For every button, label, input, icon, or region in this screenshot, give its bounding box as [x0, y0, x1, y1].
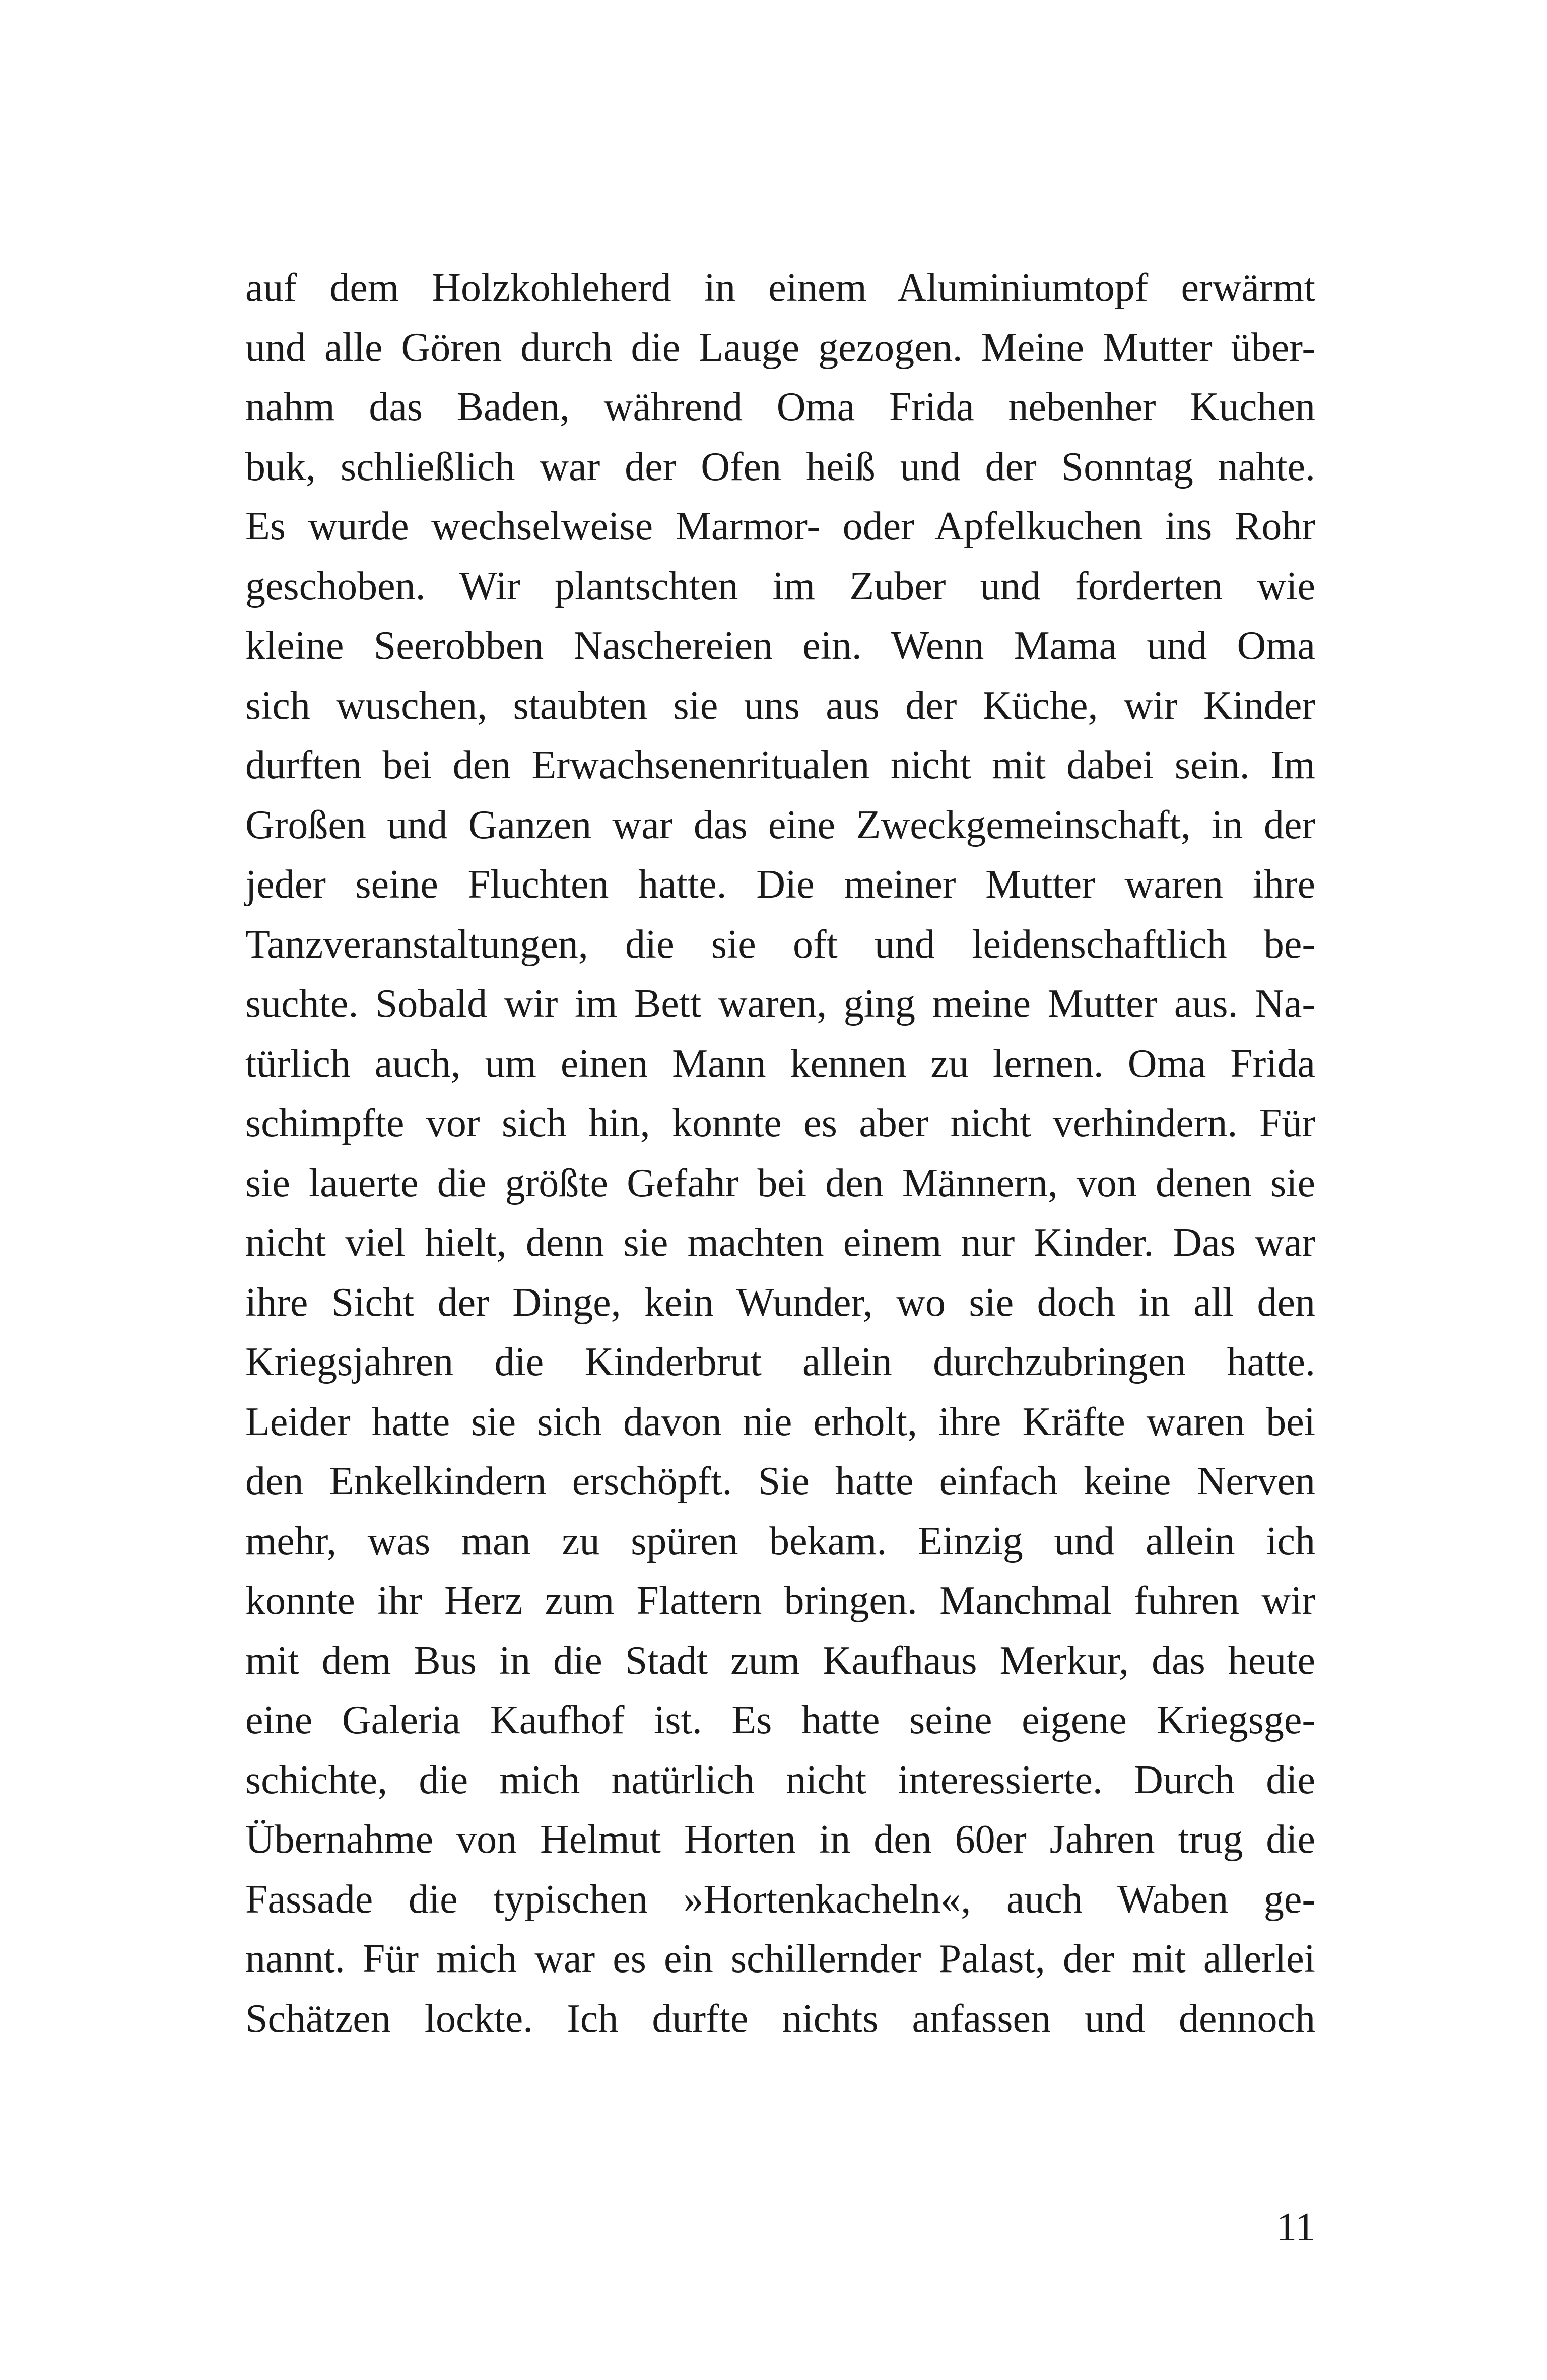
text-line: Kriegsjahren die Kinderbrut allein durchzubringen hatte.: [245, 1340, 1315, 1384]
text-line: buk, schließlich war der Ofen heiß und der Sonntag nahte.: [245, 444, 1315, 489]
text-line: nahm das Baden, während Oma Frida nebenher Kuchen: [245, 385, 1315, 429]
text-line: türlich auch, um einen Mann kennen zu lernen. Oma Frida: [245, 1041, 1315, 1086]
text-line: kleine Seerobben Naschereien ein. Wenn Mama und Oma: [245, 624, 1315, 668]
text-line: Leider hatte sie sich davon nie erholt, ihre Kräfte waren bei: [245, 1399, 1315, 1444]
text-line: geschoben. Wir plantschten im Zuber und forderten wie: [245, 564, 1315, 608]
text-line: mehr, was man zu spüren bekam. Einzig und allein ich: [245, 1519, 1315, 1563]
text-line: Fassade die typischen »Hortenkacheln«, auch Waben ge-: [245, 1877, 1315, 1922]
text-line: den Enkelkindern erschöpft. Sie hatte einfach keine Nerven: [245, 1459, 1315, 1504]
text-line: Schätzen lockte. Ich durfte nichts anfassen und dennoch: [245, 1996, 1315, 2041]
text-line: sich wuschen, staubten sie uns aus der Küche, wir Kinder: [245, 683, 1315, 728]
text-line: schichte, die mich natürlich nicht interessierte. Durch die: [245, 1757, 1315, 1802]
text-line: Tanzveranstaltungen, die sie oft und leidenschaftlich be-: [245, 922, 1315, 967]
text-line: und alle Gören durch die Lauge gezogen. Meine Mutter über-: [245, 325, 1315, 370]
text-line: Großen und Ganzen war das eine Zweckgemeinschaft, in der: [245, 802, 1315, 847]
page-number: 11: [1276, 2205, 1315, 2250]
text-line: schimpfte vor sich hin, konnte es aber nicht verhindern. Für: [245, 1101, 1315, 1145]
text-line: Es wurde wechselweise Marmor- oder Apfelkuchen ins Rohr: [245, 504, 1315, 549]
text-line: durften bei den Erwachsenenritualen nicht mit dabei sein. Im: [245, 743, 1315, 787]
text-line: eine Galeria Kaufhof ist. Es hatte seine eigene Kriegsge-: [245, 1698, 1315, 1742]
text-line: nannt. Für mich war es ein schillernder Palast, der mit allerlei: [245, 1937, 1315, 1981]
text-line: mit dem Bus in die Stadt zum Kaufhaus Merkur, das heute: [245, 1638, 1315, 1683]
body-text: [245, 258, 1315, 2049]
text-line: auf dem Holzkohleherd in einem Aluminiumtopf erwärmt: [245, 265, 1315, 310]
text-line: sie lauerte die größte Gefahr bei den Männern, von denen sie: [245, 1161, 1315, 1205]
text-line: suchte. Sobald wir im Bett waren, ging meine Mutter aus. Na-: [245, 982, 1315, 1026]
text-line: ihre Sicht der Dinge, kein Wunder, wo sie doch in all den: [245, 1280, 1315, 1325]
text-line: konnte ihr Herz zum Flattern bringen. Manchmal fuhren wir: [245, 1579, 1315, 1623]
text-line: nicht viel hielt, denn sie machten einem nur Kinder. Das war: [245, 1220, 1315, 1265]
text-line: Übernahme von Helmut Horten in den 60er Jahren trug die: [245, 1817, 1315, 1862]
text-line: jeder seine Fluchten hatte. Die meiner Mutter waren ihre: [245, 862, 1315, 907]
